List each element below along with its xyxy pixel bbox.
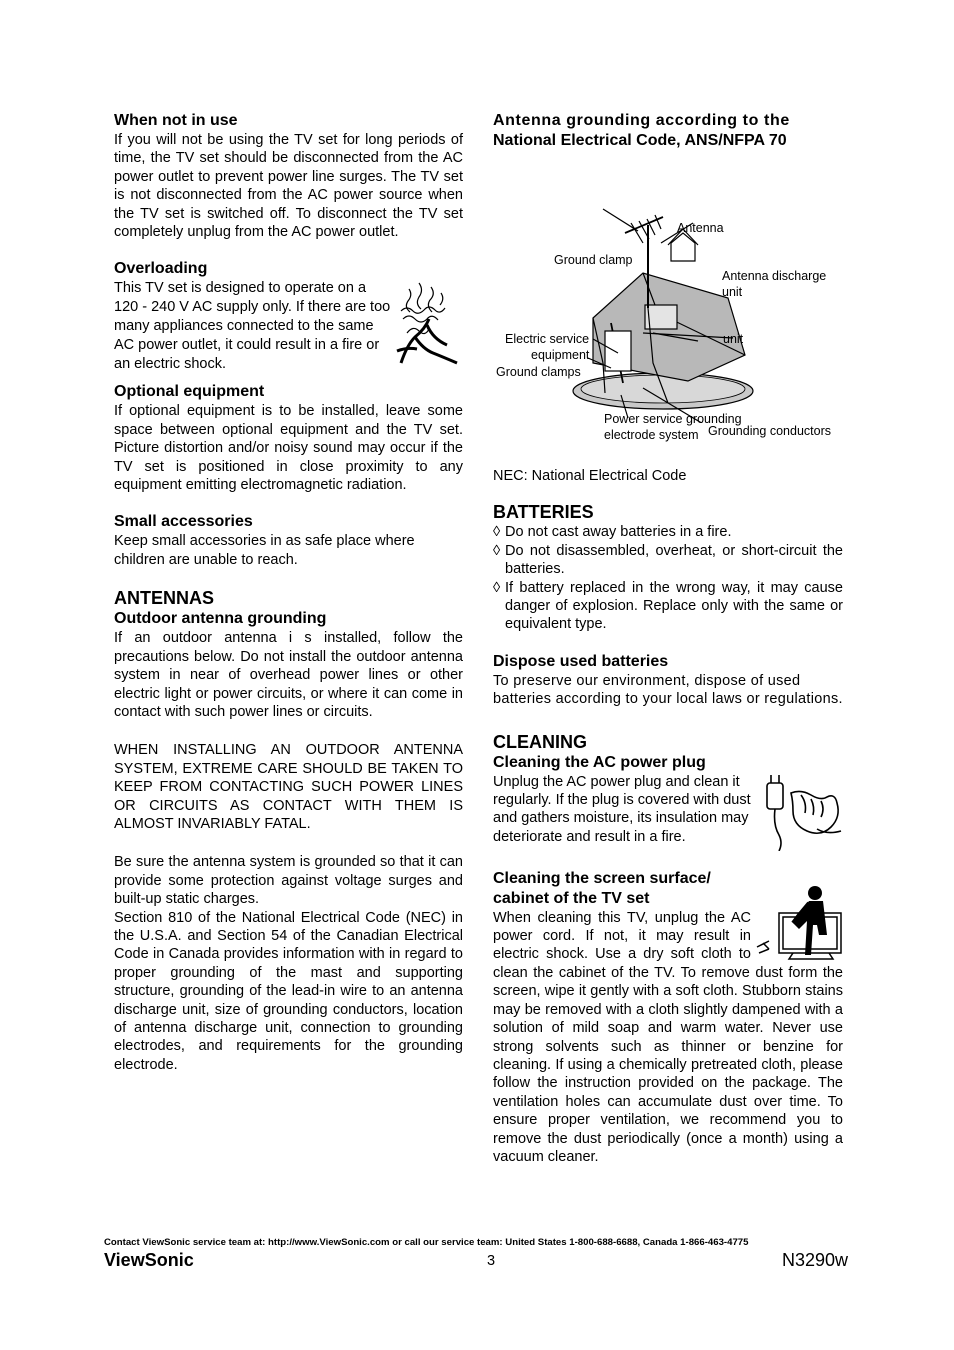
- text-when-not-in-use: If you will not be using the TV set for long periods of time, the TV set should be disconnected from the AC power outlet to prevent power line surges. The TV set is not disconnected from the AC power source when the TV set is switched off. To disconnect the TV set completely unplug from the AC power outlet.: [114, 132, 463, 241]
- fire-hazard-icon: [393, 281, 467, 371]
- left-column: [114, 111, 463, 1074]
- footer-contact: Contact ViewSonic service team at: http://www.ViewSonic.com or call our service team: United States 1-800-688-6688, Canada 1-866-463-4775: [104, 1237, 749, 1248]
- tv-cleaning-icon: [753, 885, 847, 961]
- footer-brand: ViewSonic: [104, 1250, 194, 1270]
- plug-cleaning-icon: [761, 773, 847, 851]
- label-ground-clamp: Ground clamp: [554, 253, 633, 267]
- text-overloading: This TV set is designed to operate on a 120 - 240 V AC supply only. If there are too many appliances connected to the same AC power outlet, it could result in a fire or an electric shock.: [114, 280, 391, 373]
- text-antenna-grounded: Be sure the antenna system is grounded so that it can provide some protection against voltage surges and built-up static charges.: [114, 854, 463, 908]
- diamond-bullet-icon: ◊: [493, 579, 501, 596]
- label-antenna-discharge-unit: unit: [722, 285, 743, 299]
- heading-when-not-in-use: When not in use: [114, 112, 238, 129]
- diamond-bullet-icon: ◊: [493, 524, 501, 541]
- label-unit: unit: [723, 332, 744, 346]
- text-cleaning-plug: Unplug the AC power plug and clean it regularly. If the plug is covered with dust and gathers moisture, its insulation may deteriorate and result in a fire.: [493, 773, 751, 845]
- list-item: ◊ Do not disassembled, overheat, or short-circuit the batteries.: [493, 542, 843, 578]
- text-cleaning-screen: When cleaning this TV, unplug the AC power cord. If not, it may result in electric shock. Use a dry soft cloth to clean the cabinet of the TV. To remove dust form the screen, wipe it gently with a soft cloth. Stubborn stains may be removed with a cloth slightly dampened with a solution of mild soap and warm water. Never use strong solvents such as thinner or benzine for cleaning. If using a chemically pretreated cloth, please follow the instruction provided on the package. The ventilation holes can accumulate dust over time. To ensure proper ventilation, we recommend you to remove the dust periodically (once a month) using a vacuum cleaner.: [493, 909, 843, 1165]
- heading-batteries: BATTERIES: [493, 502, 594, 523]
- heading-cleaning-plug: Cleaning the AC power plug: [493, 753, 706, 771]
- list-item: ◊ Do not cast away batteries in a fire.: [493, 524, 732, 541]
- footer-model: N3290w: [781, 1250, 848, 1270]
- heading-small-accessories: Small accessories: [114, 513, 253, 531]
- heading-cleaning-screen-1: Cleaning the screen surface/: [493, 869, 711, 887]
- heading-outdoor-antenna-grounding: Outdoor antenna grounding: [114, 610, 327, 628]
- heading-optional-equipment: Optional equipment: [114, 383, 265, 401]
- label-electric-service: Electric service: [505, 332, 590, 346]
- page-number: 3: [487, 1253, 496, 1269]
- label-power-service: Power service grounding: [604, 412, 742, 426]
- heading-cleaning: CLEANING: [493, 731, 587, 752]
- text-nec-section: Section 810 of the National Electrical Code (NEC) in the U.S.A. and Section 54 of the Canadian Electrical Code in Canada provides information with in regard to proper grounding of the mast and supporting structure, grounding of the lead-in wire to an antenna discharge unit, size of grounding conductors, location of antenna discharge unit, connection to grounding electrodes, and requirements for the grounding electrode.: [114, 909, 463, 1073]
- heading-cleaning-screen-2: cabinet of the TV set: [493, 889, 650, 907]
- diagram-bottom-labels: [493, 411, 843, 445]
- batteries-list: [493, 523, 843, 633]
- text-optional-equipment: If optional equipment is to be installed, leave some space between optional equipment and the TV set. Picture distortion and/or noisy sound may occur if the TV set is positioned in close proximity to any equipment emitting electromagnetic radiation.: [114, 403, 463, 494]
- label-ground-clamps: Ground clamps: [496, 365, 581, 379]
- label-antenna: Antenna: [677, 221, 724, 235]
- heading-antenna-grounding-1: Antenna grounding according to the: [493, 112, 790, 129]
- label-antenna-discharge: Antenna discharge: [722, 269, 827, 283]
- heading-overloading: Overloading: [114, 260, 208, 278]
- text-dispose-batteries: To preserve our environment, dispose of used batteries according to your local laws or regulations.: [493, 672, 843, 708]
- label-electric-service-equipment: equipment: [531, 348, 590, 362]
- text-antenna-precautions: If an outdoor antenna i s installed, follow the precautions below. Do not install the outdoor antenna system in near of overhead power lines or other electric light or power circuits, or where it can come in contact with such power lines or circuits.: [114, 630, 463, 720]
- list-item: ◊ If battery replaced in the wrong way, it may cause danger of explosion. Replace only with the same or equivalent type.: [493, 579, 843, 633]
- heading-antennas: ANTENNAS: [114, 588, 215, 609]
- heading-antenna-grounding-2: National Electrical Code, ANS/NFPA 70: [493, 132, 787, 149]
- text-nec-note: NEC: National Electrical Code: [493, 468, 687, 484]
- label-power-service-electrode: electrode system: [604, 428, 699, 442]
- diamond-bullet-icon: ◊: [493, 542, 501, 559]
- text-antenna-warning: WHEN INSTALLING AN OUTDOOR ANTENNA SYSTEM, EXTREME CARE SHOULD BE TAKEN TO KEEP FROM CONTACTING SUCH POWER LINES OR CIRCUITS AS CONTACT WITH THEM IS ALMOST INVARIABLY FATAL.: [114, 742, 463, 832]
- text-small-accessories: Keep small accessories in as safe place where children are unable to reach.: [114, 533, 415, 568]
- label-grounding-conductors: Grounding conductors: [708, 424, 831, 438]
- right-column: [493, 111, 843, 1166]
- heading-dispose-batteries: Dispose used batteries: [493, 652, 669, 670]
